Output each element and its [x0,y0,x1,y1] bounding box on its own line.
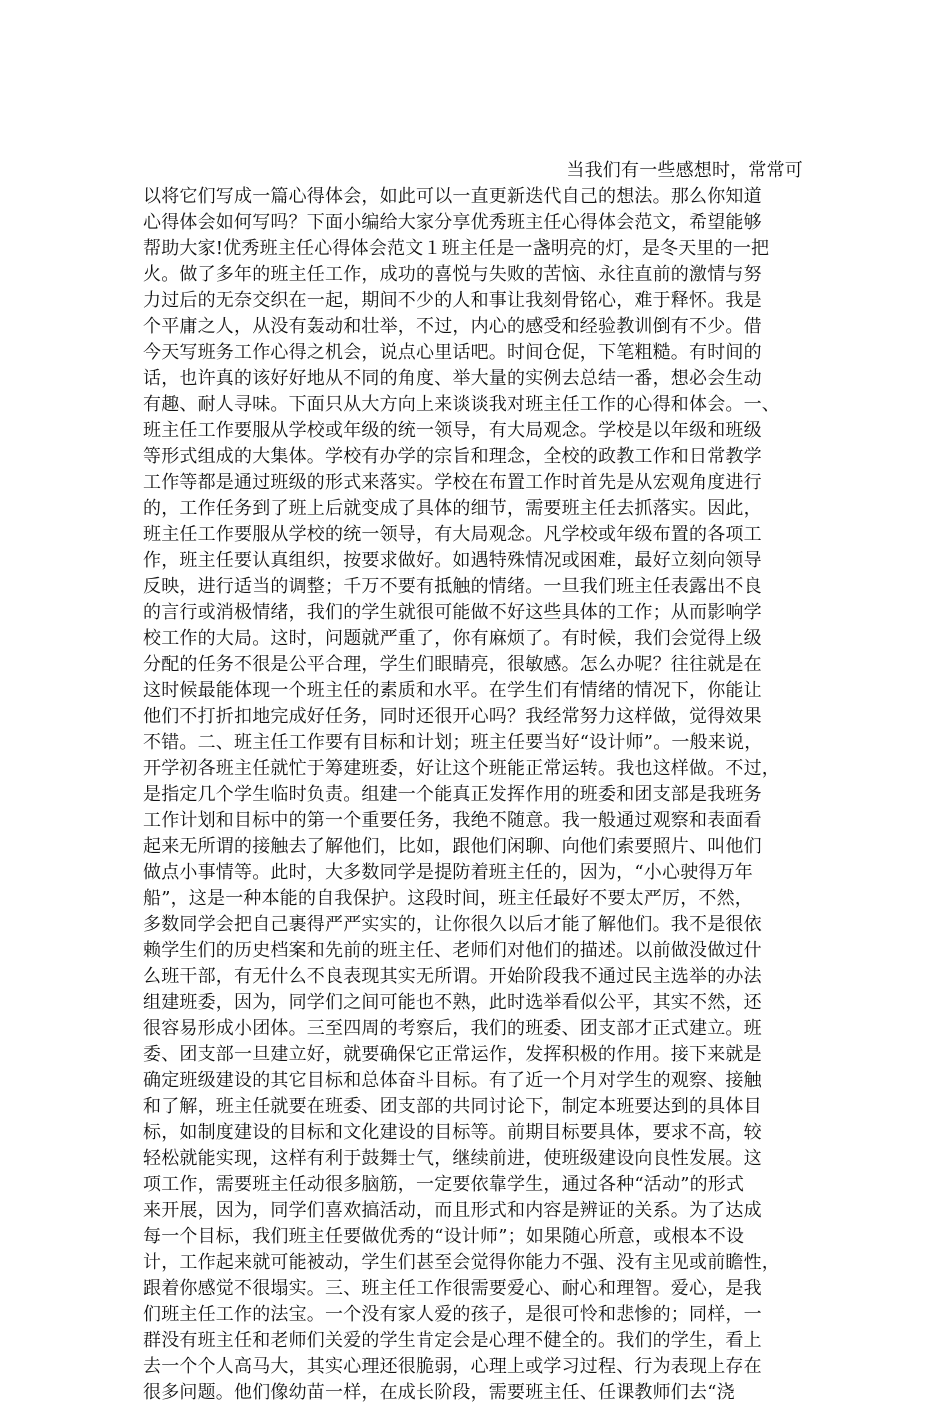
text-line: 个平庸之人，从没有轰动和壮举，不过，内心的感受和经验教训倒有不少。借 [143,316,762,337]
text-line: 以将它们写成一篇心得体会，如此可以一直更新迭代自己的想法。那么你知道 [143,186,762,207]
text-line: 力过后的无奈交织在一起，期间不少的人和事让我刻骨铭心，难于释怀。我是 [143,290,762,311]
text-line: 船”，这是一种本能的自我保护。这段时间，班主任最好不要太严厉，不然， [143,888,753,909]
text-line: 反映，进行适当的调整；千万不要有抵触的情绪。一旦我们班主任表露出不良 [143,576,762,597]
text-line: 多数同学会把自己裹得严严实实的，让你很久以后才能了解他们。我不是很依 [143,914,762,935]
text-line: 这时候最能体现一个班主任的素质和水平。在学生们有情绪的情况下，你能让 [143,680,762,701]
text-line: 标，如制度建设的目标和文化建设的目标等。前期目标要具体，要求不高，较 [143,1122,762,1143]
text-line: 赖学生们的历史档案和先前的班主任、老师们对他们的描述。以前做没做过什 [143,940,762,961]
text-line: 们班主任工作的法宝。一个没有家人爱的孩子，是很可怜和悲惨的；同样，一 [143,1304,762,1325]
text-line: 班主任工作要服从学校的统一领导，有大局观念。凡学校或年级布置的各项工 [143,524,762,545]
text-line: 工作等都是通过班级的形式来落实。学校在布置工作时首先是从宏观角度进行 [143,472,762,493]
text-line: 来开展，因为，同学们喜欢搞活动，而且形式和内容是辨证的关系。为了达成 [143,1200,762,1221]
text-line: 帮助大家!优秀班主任心得体会范文１班主任是一盏明亮的灯，是冬天里的一把 [143,238,770,259]
text-line: 今天写班务工作心得之机会，说点心里话吧。时间仓促，下笔粗糙。有时间的 [143,342,762,363]
text-line: 么班干部，有无什么不良表现其实无所谓。开始阶段我不通过民主选举的办法 [143,966,762,987]
text-line: 群没有班主任和老师们关爱的学生肯定会是心理不健全的。我们的学生，看上 [143,1330,762,1351]
text-line: 不错。二、班主任工作要有目标和计划；班主任要当好“设计师”。一般来说， [143,732,763,753]
text-line: 每一个目标，我们班主任要做优秀的“设计师”；如果随心所意，或根本不设 [143,1226,745,1247]
text-line: 的，工作任务到了班上后就变成了具体的细节，需要班主任去抓落实。因此， [143,498,762,519]
text-line: 很容易形成小团体。三至四周的考察后，我们的班委、团支部才正式建立。班 [143,1018,762,1039]
text-line: 项工作，需要班主任动很多脑筋，一定要依靠学生，通过各种“活动”的形式 [143,1174,745,1195]
text-line: 开学初各班主任就忙于筹建班委，好让这个班能正常运转。我也这样做。不过， [143,758,780,779]
text-line: 很多问题。他们像幼苗一样，在成长阶段，需要班主任、任课教师们去“浇 [143,1382,735,1403]
text-line: 班主任工作要服从学校或年级的统一领导，有大局观念。学校是以年级和班级 [143,420,762,441]
text-line: 和了解，班主任就要在班委、团支部的共同讨论下，制定本班要达到的具体目 [143,1096,762,1117]
text-line: 委、团支部一旦建立好，就要确保它正常运作，发挥积极的作用。接下来就是 [143,1044,762,1065]
text-line: 做点小事情等。此时，大多数同学是提防着班主任的，因为，“小心驶得万年 [143,862,753,883]
text-line: 是指定几个学生临时负责。组建一个能真正发挥作用的班委和团支部是我班务 [143,784,762,805]
text-line: 确定班级建设的其它目标和总体奋斗目标。有了近一个月对学生的观察、接触 [143,1070,762,1091]
article-body [143,158,803,1406]
text-line: 话，也许真的该好好地从不同的角度、举大量的实例去总结一番，想必会生动 [143,368,762,389]
text-line: 分配的任务不很是公平合理，学生们眼睛亮，很敏感。怎么办呢？往往就是在 [143,654,762,675]
text-line: 去一个个人高马大，其实心理还很脆弱，心理上或学习过程、行为表现上存在 [143,1356,762,1377]
text-line: 作，班主任要认真组织，按要求做好。如遇特殊情况或困难，最好立刻向领导 [143,550,762,571]
text-line: 当我们有一些感想时，常常可 [566,160,803,181]
text-line: 计，工作起来就可能被动，学生们甚至会觉得你能力不强、没有主见或前瞻性， [143,1252,780,1273]
text-line: 轻松就能实现，这样有利于鼓舞士气，继续前进，使班级建设向良性发展。这 [143,1148,762,1169]
text-line: 他们不打折扣地完成好任务，同时还很开心吗？我经常努力这样做，觉得效果 [143,706,762,727]
text-line: 有趣、耐人寻味。下面只从大方向上来谈谈我对班主任工作的心得和体会。一、 [143,394,780,415]
text-line: 跟着你感觉不很塌实。三、班主任工作很需要爱心、耐心和理智。爱心，是我 [143,1278,762,1299]
text-line: 等形式组成的大集体。学校有办学的宗旨和理念，全校的政教工作和日常教学 [143,446,762,467]
text-line: 火。做了多年的班主任工作，成功的喜悦与失败的苦恼、永往直前的激情与努 [143,264,762,285]
text-line: 起来无所谓的接触去了解他们，比如，跟他们闲聊、向他们索要照片、叫他们 [143,836,762,857]
text-line: 校工作的大局。这时，问题就严重了，你有麻烦了。有时候，我们会觉得上级 [143,628,762,649]
text-line: 组建班委，因为，同学们之间可能也不熟，此时选举看似公平，其实不然，还 [143,992,762,1013]
text-line: 心得体会如何写吗？下面小编给大家分享优秀班主任心得体会范文，希望能够 [143,212,762,233]
text-line: 工作计划和目标中的第一个重要任务，我绝不随意。我一般通过观察和表面看 [143,810,762,831]
text-line: 的言行或消极情绪，我们的学生就很可能做不好这些具体的工作；从而影响学 [143,602,762,623]
